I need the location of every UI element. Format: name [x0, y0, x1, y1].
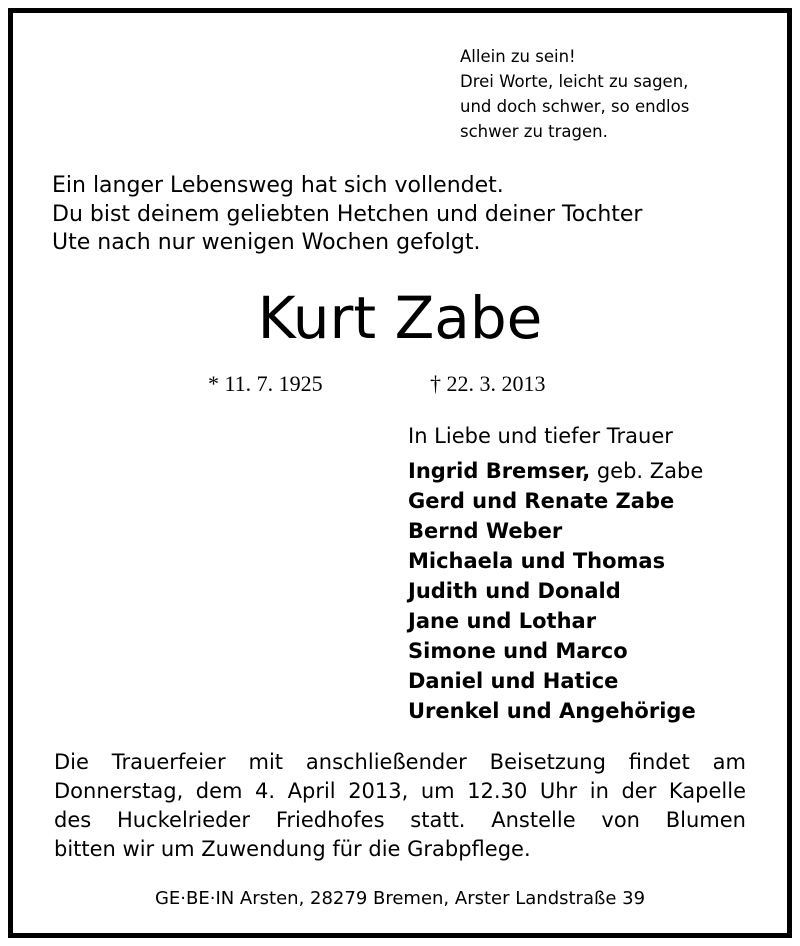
mourner-entry: Bernd Weber — [408, 519, 563, 543]
mourner-entry: Urenkel und Angehörige — [408, 699, 696, 723]
mourner-entry: Michaela und Thomas — [408, 549, 666, 573]
maiden-name: geb. Zabe — [590, 459, 704, 483]
funeral-home-footer: GE·BE·IN Arsten, 28279 Bremen, Arster Landstraße 39 — [154, 888, 646, 909]
motto-poem — [460, 44, 689, 144]
service-line: bitten wir um Zuwendung für die Grabpflege. — [54, 837, 531, 861]
service-line: Donnerstag, dem 4. April 2013, um 12.30 Uhr in der Kapelle — [54, 779, 746, 803]
motto-line: schwer zu tragen. — [460, 122, 608, 141]
mourner-entry: Gerd und Renate Zabe — [408, 489, 675, 513]
death-date: † 22. 3. 2013 — [430, 371, 546, 396]
intro-line: Ute nach nur wenigen Wochen gefolgt. — [52, 230, 481, 255]
deceased-name: Kurt Zabe — [257, 284, 543, 352]
mourner-entry: Judith und Donald — [408, 579, 621, 603]
motto-line: Allein zu sein! — [460, 47, 576, 66]
motto-line: Drei Worte, leicht zu sagen, — [460, 72, 689, 91]
mourner-entry: Daniel und Hatice — [408, 669, 619, 693]
intro-text — [52, 172, 642, 258]
service-line: Die Trauerfeier mit anschließender Beisetzung findet am — [54, 750, 746, 774]
service-announcement — [54, 748, 746, 864]
mourner-entry: Simone und Marco — [408, 639, 628, 663]
service-line: des Huckelrieder Friedhofes statt. Anstelle von Blumen — [54, 808, 746, 832]
intro-line: Du bist deinem geliebten Hetchen und deiner Tochter — [52, 201, 643, 227]
mourners-list — [408, 456, 703, 726]
mourner-entry: Jane und Lothar — [408, 609, 597, 633]
mourning-heading: In Liebe und tiefer Trauer — [408, 424, 673, 448]
mourner-entry — [408, 456, 703, 486]
birth-date: * 11. 7. 1925 — [208, 371, 323, 396]
mourner-name: Ingrid Bremser, — [408, 459, 591, 483]
motto-line: und doch schwer, so endlos — [460, 97, 690, 116]
intro-line: Ein langer Lebensweg hat sich vollendet. — [52, 173, 504, 198]
